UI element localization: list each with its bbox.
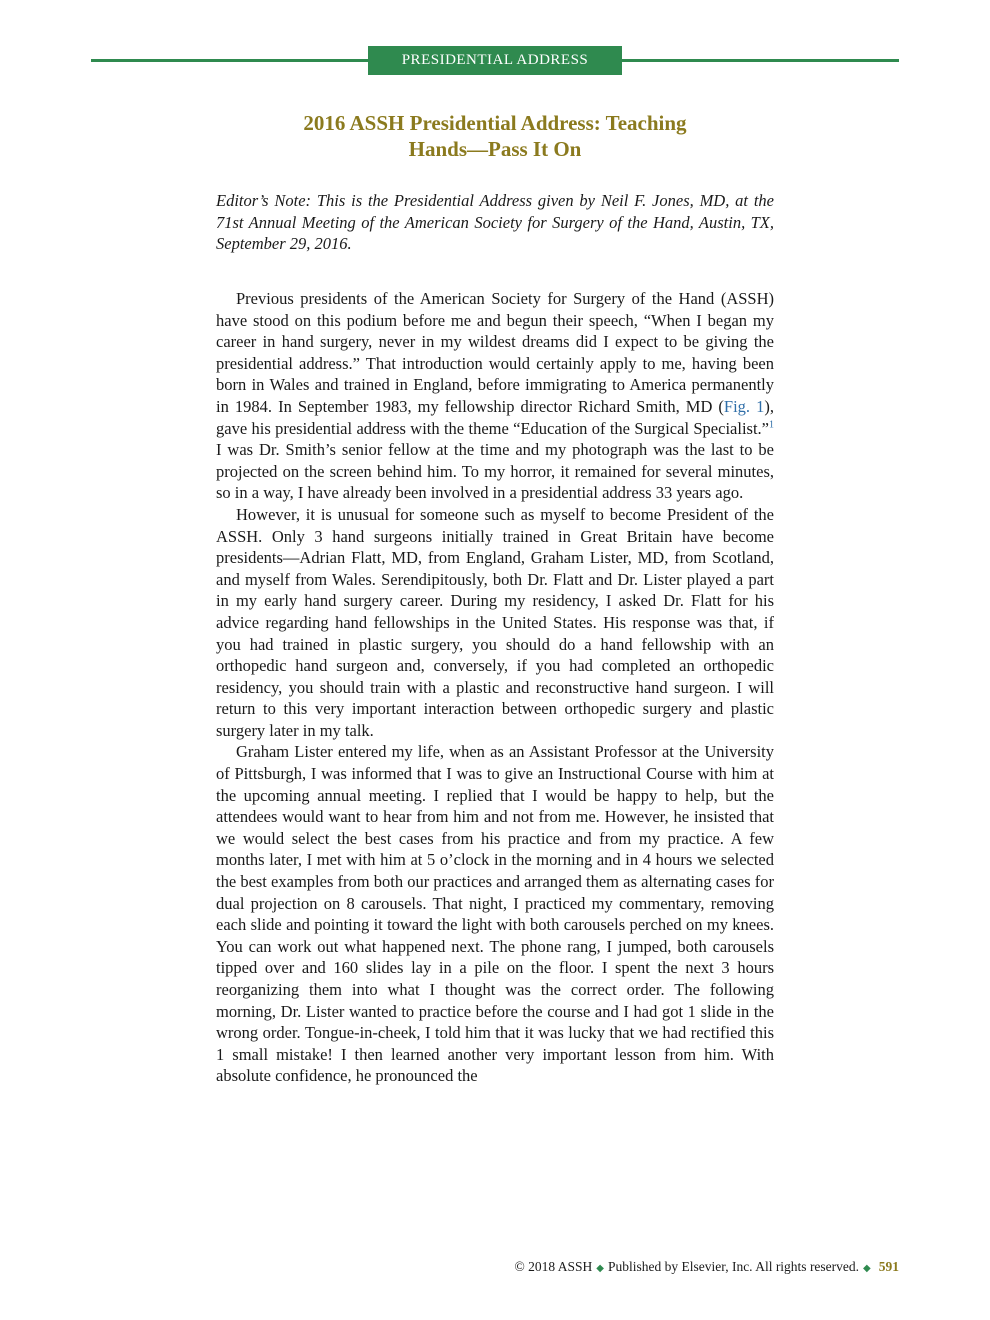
publisher-text: Published by Elsevier, Inc. All rights reserved. <box>608 1259 860 1274</box>
page-footer <box>515 1259 899 1275</box>
page-number: 591 <box>878 1259 899 1274</box>
article-body <box>216 288 774 1087</box>
paragraph-3: Graham Lister entered my life, when as an Assistant Professor at the University of Pittsburgh, I was informed that I was to give an Instructional Course with him at the upcoming annual meeting. I replied that I would be happy to help, but the attendees would want to hear from him and not from me. However, he insisted that we would select the best cases from his practice and from my practice. A few months later, I met with him at 5 o’clock in the morning and in 4 hours we selected the best examples from both our practices and arranged them as alternating cases for dual projection on 8 carousels. That night, I practiced my commentary, removing each slide and pointing it toward the light with both carousels perched on my knees. You can work out what happened next. The phone rang, I jumped, both carousels tipped over and 160 slides lay in a pile on the floor. I spent the next 3 hours reorganizing them into what I thought was the correct order. The following morning, Dr. Lister wanted to practice before the course and I had got 1 slide in the wrong order. Tongue-in-cheek, I told him that it was lucky that we had rectified this 1 small mistake! I then learned another very important lesson from him. With absolute confidence, he pronounced the <box>216 742 774 1086</box>
paragraph-2: However, it is unusual for someone such as myself to become President of the ASSH. Only 3 hand surgeons initially trained in Great Britain have become presidents—Adrian Flatt, MD, from England, Graham Lister, MD, from Scotland, and myself from Wales. Serendipitously, both Dr. Flatt and Dr. Lister played a part in my early hand surgery career. During my residency, I asked Dr. Flatt for his advice regarding hand fellowships in the United States. His response was that, if you had trained in plastic surgery, you should do a hand fellowship with an orthopedic hand surgeon and, conversely, if you had completed an orthopedic residency, you should train with a plastic and reconstructive hand surgeon. I will return to this very important interaction between orthopedic surgery and plastic surgery later in my talk. <box>216 504 774 740</box>
header-rule-right <box>622 59 899 62</box>
bullet-diamond-icon: ◆ <box>596 1263 604 1274</box>
reference-1-link[interactable]: 1 <box>769 419 774 431</box>
bullet-diamond-icon: ◆ <box>863 1263 871 1274</box>
article-title-line-2: Hands—Pass It On <box>408 137 582 161</box>
editor-note: Editor’s Note: This is the Presidential Address given by Neil F. Jones, MD, at the 71st Annual Meeting of the American Society for Surgery of the Hand, Austin, TX, September 29, 2016. <box>216 191 774 254</box>
paragraph-1-text-b: ), gave his presidential address with the theme “Education of the Surgical Specialist.” <box>216 396 774 438</box>
paragraph-1-text-c: I was Dr. Smith’s senior fellow at the time and my photograph was the last to be projected on the screen behind him. To my horror, it remained for several minutes, so in a way, I have already been involved in a presidential address 33 years ago. <box>216 440 774 503</box>
header-rule-left <box>91 59 368 62</box>
article-title <box>216 110 774 162</box>
section-label: PRESIDENTIAL ADDRESS <box>368 46 622 75</box>
figure-1-link[interactable]: Fig. 1 <box>723 396 765 416</box>
copyright-text: © 2018 ASSH <box>514 1259 593 1274</box>
paragraph-1-text-a: Previous presidents of the American Society for Surgery of the Hand (ASSH) have stood on this podium before me and begun their speech, “When I began my career in hand surgery, never in my wildest dreams did I expect to be giving the presidential address.” That introduction would certainly apply to me, having been born in Wales and trained in England, before immigrating to America permanently in 1984. In September 1983, my fellowship director Richard Smith, MD ( <box>216 289 774 416</box>
article-title-line-1: 2016 ASSH Presidential Address: Teaching <box>303 111 687 135</box>
paragraph-1 <box>216 288 774 504</box>
